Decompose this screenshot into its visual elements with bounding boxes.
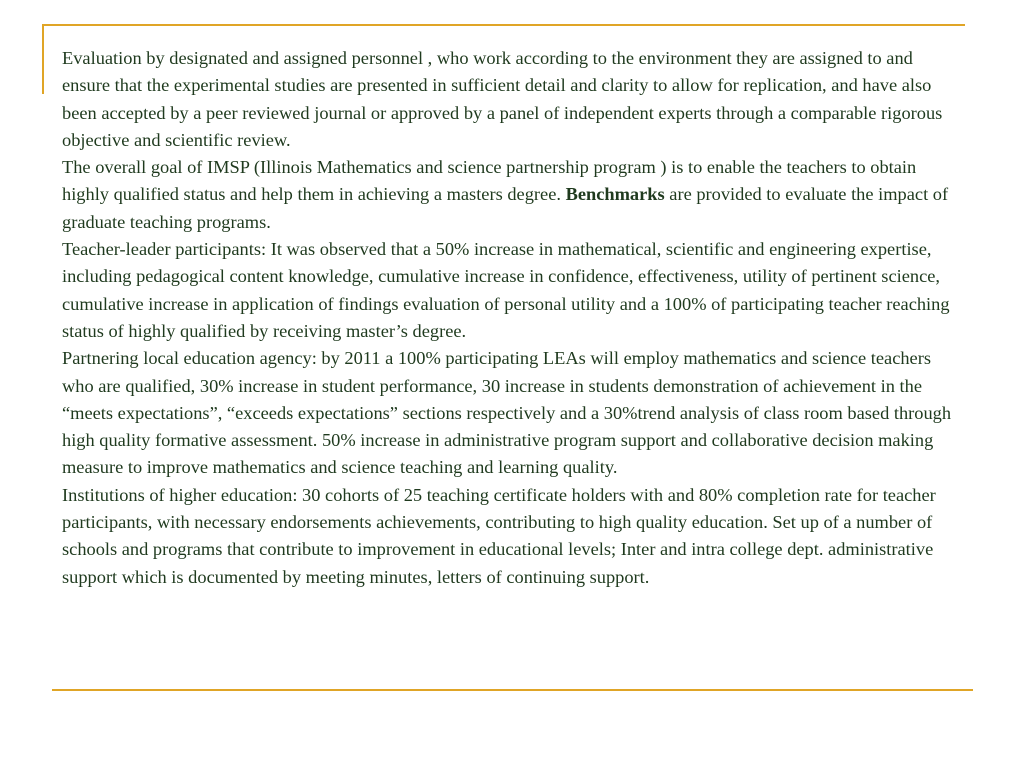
top-accent-rule xyxy=(44,24,965,26)
paragraph-teacher-leader: Teacher-leader participants: It was observed that a 50% increase in mathematical, scientific and engineering expertise, including pedagogical content knowledge, cumulative increase in confidence, effectiveness, utility of pertinent science, cumulative increase in application of findings evaluation of personal utility and a 100% of participating teacher reaching status of highly qualified by receiving master’s degree. xyxy=(62,239,950,341)
bottom-accent-rule xyxy=(52,689,973,691)
benchmarks-keyword: Benchmarks xyxy=(565,184,665,205)
paragraph-lea: Partnering local education agency: by 2011 a 100% participating LEAs will employ mathematics and science teachers who are qualified, 30% increase in student performance, 30 increase in students demonstration of achievement in the “meets expectations”, “exceeds expectations” sections respectively and a 30%trend analysis of class room based through high quality formative assessment. 50% increase in administrative program support and collaborative decision making measure to improve mathematics and science teaching and learning quality. xyxy=(62,348,952,478)
paragraph-imsp-goal xyxy=(62,154,962,236)
imsp-goal-text: The overall goal of IMSP (Illinois Mathematics and science partnership program ) is to enable the teachers to obtain highly qualified status and help them in achieving a masters degree. xyxy=(62,157,917,205)
paragraph-evaluation: Evaluation by designated and assigned personnel , who work according to the environment they are assigned to and ensure that the experimental studies are presented in sufficient detail and clarity to allow for replication, and have also been accepted by a peer reviewed journal or approved by a panel of independent experts through a comparable rigorous objective and scientific review. xyxy=(62,48,943,150)
paragraph-higher-education: Institutions of higher education: 30 cohorts of 25 teaching certificate holders with and 80% completion rate for teacher participants, with necessary endorsements achievements, contributing to high quality education. Set up of a number of schools and programs that contribute to improvement in educational levels; Inter and intra college dept. administrative support which is documented by meeting minutes, letters of continuing support. xyxy=(62,484,936,587)
left-accent-rule xyxy=(42,24,44,94)
slide-body-text xyxy=(62,45,962,591)
imsp-goal-text-end: are provided to evaluate the impact of graduate teaching programs. xyxy=(62,184,949,232)
